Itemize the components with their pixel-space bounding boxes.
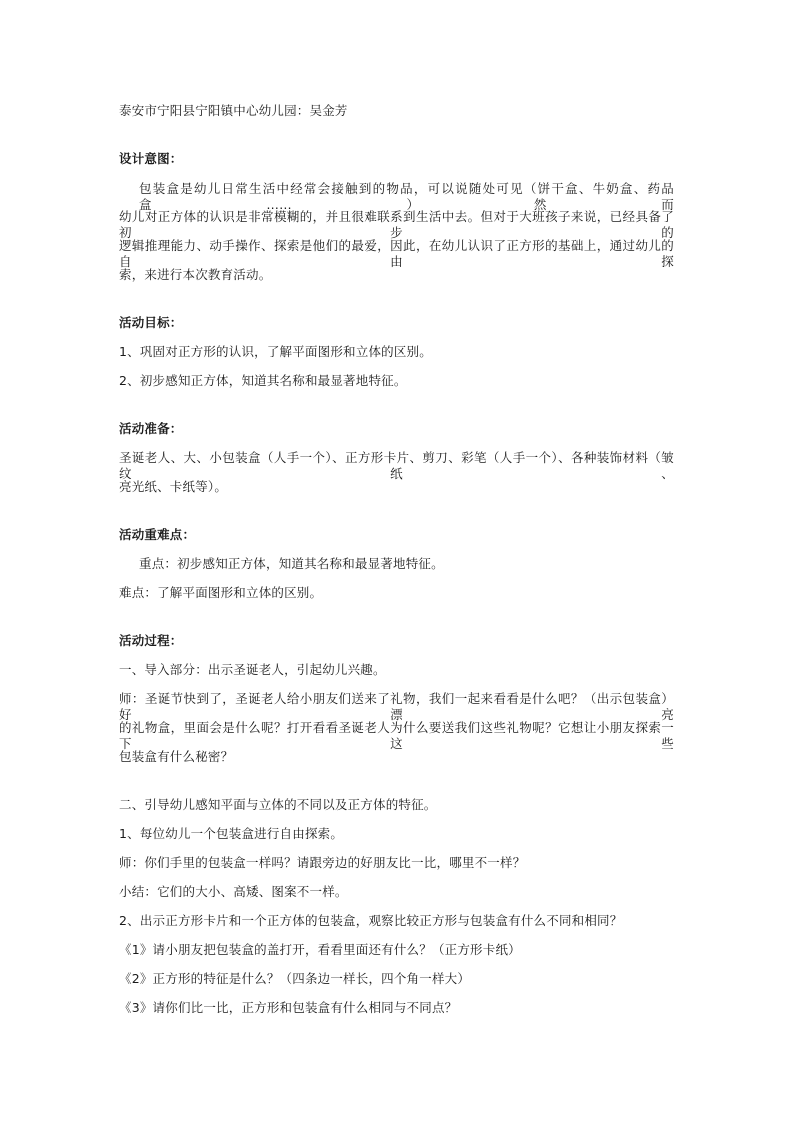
goals-heading: 活动目标： — [119, 315, 183, 330]
process-part2-line: 小结：它们的大小、高矮、图案不一样。 — [119, 884, 348, 899]
author-line: 泰安市宁阳县宁阳镇中心幼儿园：吴金芳 — [119, 103, 348, 118]
design-intent-heading: 设计意图： — [119, 151, 183, 166]
design-intent-line: 索，来进行本次教育活动。 — [119, 267, 272, 282]
process-part2-line: 2、出示正方形卡片和一个正方体的包装盒，观察比较正方形与包装盒有什么不同和相同？ — [119, 913, 623, 928]
key-points-heading: 活动重难点： — [119, 527, 196, 542]
goal-item: 1、巩固对正方形的认识，了解平面图形和立体的区别。 — [119, 344, 432, 359]
process-heading: 活动过程： — [119, 633, 183, 648]
process-part2-line: 《3》请你们比一比，正方形和包装盒有什么相同与不同点？ — [119, 1000, 458, 1015]
difficulty-point: 难点：了解平面图形和立体的区别。 — [119, 585, 323, 600]
process-part1-title: 一、导入部分：出示圣诞老人，引起幼儿兴趣。 — [119, 662, 386, 677]
process-part1-line: 师：圣诞节快到了，圣诞老人给小朋友们送来了礼物，我们一起来看看是什么吧？（出示包装盒）好漂亮 — [119, 691, 674, 722]
process-part1-line: 的礼物盒，里面会是什么呢？打开看看圣诞老人为什么要送我们这些礼物呢？它想让小朋友探索一下这些 — [119, 720, 674, 751]
key-point: 重点：初步感知正方体，知道其名称和最显著地特征。 — [139, 556, 444, 571]
process-part2-line: 师：你们手里的包装盒一样吗？请跟旁边的好朋友比一比，哪里不一样？ — [119, 855, 526, 870]
process-part2-line: 《2》正方形的特征是什么？（四条边一样长，四个角一样大） — [119, 971, 471, 986]
design-intent-line: 逻辑推理能力、动手操作、探索是他们的最爱，因此，在幼儿认识了正方形的基础上，通过幼儿的自由探 — [119, 238, 674, 269]
design-intent-line: 包装盒是幼儿日常生活中经常会接触到的物品，可以说随处可见（饼干盒、牛奶盒、药品盒……）然而 — [139, 181, 674, 212]
goal-item: 2、初步感知正方体，知道其名称和最显著地特征。 — [119, 373, 407, 388]
preparation-line: 圣诞老人、大、小包装盒（人手一个）、正方形卡片、剪刀、彩笔（人手一个）、各种装饰材料（皱纹纸、 — [119, 450, 674, 481]
process-part2-line: 1、每位幼儿一个包装盒进行自由探索。 — [119, 826, 344, 841]
process-part2-title: 二、引导幼儿感知平面与立体的不同以及正方体的特征。 — [119, 797, 437, 812]
design-intent-line: 幼儿对正方体的认识是非常模糊的，并且很难联系到生活中去。但对于大班孩子来说，已经具备了初步的 — [119, 209, 674, 240]
preparation-line: 亮光纸、卡纸等）。 — [119, 479, 228, 494]
preparation-heading: 活动准备： — [119, 421, 183, 436]
process-part1-line: 包装盒有什么秘密？ — [119, 749, 234, 764]
process-part2-line: 《1》请小朋友把包装盒的盖打开，看看里面还有什么？（正方形卡纸） — [119, 942, 521, 957]
